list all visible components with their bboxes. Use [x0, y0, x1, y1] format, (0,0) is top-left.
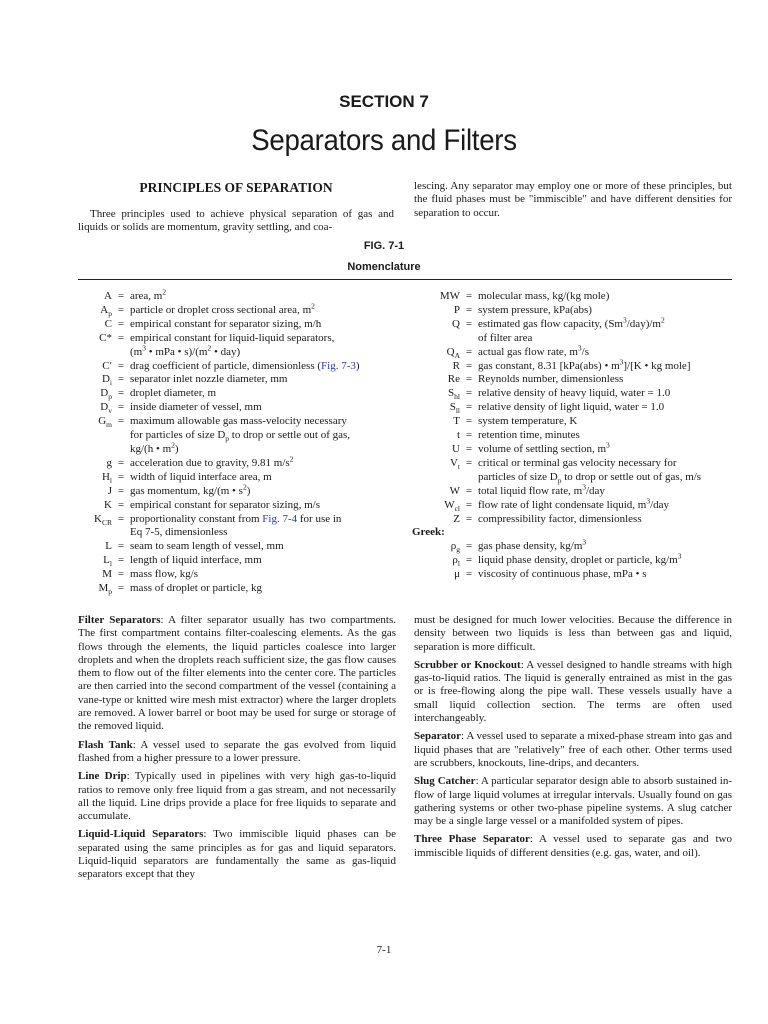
nomenclature-right-column: [412, 290, 748, 582]
figure-rule: [78, 279, 732, 280]
nomen-entry: P = system pressure, kPa(abs): [453, 303, 592, 316]
nomen-entry: $\rho_g$ = gas phase density, $kg/m^3$: [450, 537, 587, 555]
glossary-liquid-liquid: Liquid-Liquid Separators: Two immiscible liquid phases can be separated using the same principles as for gas and liquid separators. Liquid-liquid separators are fundamentally the same as gas-liquid separators except that they: [78, 828, 397, 881]
glossary-scrubber: Scrubber or Knockout: A vessel designed to handle streams with high gas-to-liquid ratios. The liquid is generally entrained as mist in the gas or is free-flowing along the pipe wall. These vessels usually have a small liquid collection section. The terms are often used interchangeably.: [414, 658, 732, 725]
nomen-entry: μ = viscosity of continuous phase, mPa • s: [454, 568, 647, 581]
nomen-entry: W = total liquid flow rate, $m^3$/day: [449, 482, 605, 497]
nomen-entry: $V_t$ = critical or terminal gas velocity necessary for: [449, 456, 677, 472]
glossary-continuation: must be designed for much lower velocities. Because the difference in density between two liquids is less than between gas and liquid, separation is more difficult.: [414, 614, 732, 653]
nomen-entry: $\rho_l$ = liquid phase density, droplet or particle, $kg/m^3$: [452, 551, 682, 569]
nomen-entry: L = seam to seam length of vessel, mm: [105, 540, 284, 553]
nomen-entry: Z = compressibility factor, dimensionless: [453, 512, 642, 525]
nomen-entry: C′ = drag coefficient of particle, dimensionless (Fig. 7-3): [102, 359, 360, 372]
glossary-right-column: [414, 614, 732, 865]
fig-7-3-link[interactable]: Fig. 7-3: [321, 359, 356, 372]
nomen-entry: C = empirical constant for separator sizing, m/h: [104, 317, 322, 330]
glossary-left-column: [78, 614, 396, 887]
nomen-entry: $S_{hl}$ = relative density of heavy liquid, water = 1.0: [448, 387, 671, 402]
glossary-three-phase: Three Phase Separator: A vessel used to separate gas and two immiscible liquids of different densities (e.g. gas, water, and oil).: [414, 833, 732, 859]
nomen-entry: J = gas momentum, kg/(m • $s^2$): [107, 482, 251, 497]
glossary-separator: Separator: A vessel used to separate a mixed-phase stream into gas and liquid phases that are "relatively" free of each other. Other terms used are scrubbers, knockouts, line-drips, and decanters.: [414, 730, 732, 769]
nomen-entry: $M_p$ = mass of droplet or particle, kg: [98, 582, 262, 597]
nomen-entry: Q = estimated gas flow capacity, $(Sm^3/day)/m^2$: [452, 315, 665, 330]
nomen-entry: MW = molecular mass, kg/(kg mole): [439, 290, 610, 302]
glossary-slug-catcher: Slug Catcher: A particular separator design able to absorb sustained in-flow of large liquid volumes at irregular intervals. Usually found on gas gathering systems or other two-phase pipeline systems. A slug catcher may be a single large vessel or a manifolded system of pipes.: [414, 775, 732, 828]
nomen-entry: $S_{ll}$ = relative density of light liquid, water = 1.0: [449, 401, 665, 416]
page-number: 7-1: [376, 944, 392, 956]
glossary-line-drip: Line Drip: Typically used in pipelines with very high gas-to-liquid ratios to remove only free liquid from a gas stream, and not necessarily all the liquid. Line drips provide a place for free liquids to separate and accumulate.: [78, 770, 396, 823]
intro-paragraph-left: Three principles used to achieve physical separation of gas and liquids or solids are momentum, gravity settling, and coa-: [78, 208, 394, 234]
fig-7-4-link[interactable]: Fig. 7-4: [262, 512, 298, 525]
nomen-entry: U = volume of settling section, $m^3$: [452, 440, 610, 455]
nomen-entry: R = gas constant, 8.31 [kPa(abs) • $m^3]/[K$ • kg mole]: [452, 356, 691, 372]
nomen-entry: $H_l$ = width of liquid interface area, m: [101, 470, 272, 485]
figure-number: FIG. 7-1: [363, 240, 405, 252]
figure-title: Nomenclature: [347, 261, 421, 273]
nomen-continuation: Eq 7-5, dimensionless: [130, 526, 228, 539]
intro-paragraph-right: lescing. Any separator may employ one or more of these principles, but the fluid phases must be "immiscible" and have different densities for separation to occur.: [414, 180, 732, 219]
nomen-entry: $G_m$ = maximum allowable gas mass-velocity necessary: [98, 415, 347, 430]
glossary-filter-separators: Filter Separators: A filter separator usually has two compartments. The first compartment contains filter-coalescing elements. As the gas flows through the elements, the liquid particles coalesce into larger droplets and when the droplets reach sufficient size, the gas flow causes them to flow out of the filter elements into the center core. The particles are then carried into the second compartment of the vessel (containing a vane-type or knitted wire mesh mist extractor) where the larger droplets are removed. A lower barrel or boot may be used for surge or storage of the removed liquid.: [78, 614, 396, 733]
nomen-continuation: ($m^3$ • mPa • $s)/(m^2$ • day): [130, 342, 241, 358]
nomen-entry: $W_{cl}$ = flow rate of light condensate liquid, $m^3$/day: [444, 495, 670, 513]
nomen-entry: $K_{CR}$ = proportionality constant from Fig. 7-4 for use in: [94, 512, 342, 527]
nomen-entry: C* = empirical constant for liquid-liquid separators,: [99, 331, 335, 344]
nomen-continuation: kg/(h • $m^2$): [130, 440, 179, 455]
nomen-continuation: for particles of size $D_p$ to drop or settle out of gas,: [130, 429, 351, 444]
principles-heading: PRINCIPLES OF SEPARATION: [139, 180, 333, 195]
nomen-entry: $D_i$ = separator inlet nozzle diameter, mm: [101, 373, 288, 388]
nomen-entry: $A_p$ = particle or droplet cross sectional area, $m^2$: [100, 301, 315, 319]
nomen-entry: K = empirical constant for separator sizing, m/s: [104, 498, 320, 511]
nomen-entry: $L_l$ = length of liquid interface, mm: [103, 554, 262, 569]
nomen-entry: A = area, $m^2$: [104, 287, 167, 302]
nomen-entry: M = mass flow, kg/s: [102, 568, 199, 581]
nomen-continuation: of filter area: [478, 331, 533, 344]
nomen-entry: g = acceleration due to gravity, 9.81 $m/s^2$: [106, 454, 294, 469]
nomen-entry: $Q_A$ = actual gas flow rate, $m^3/s$: [446, 342, 589, 360]
nomen-entry: T = system temperature, K: [453, 415, 578, 428]
nomen-continuation: particles of size $D_p$ to drop or settle out of gas, m/s: [478, 470, 702, 485]
nomenclature-left-column: [64, 287, 404, 597]
page-title: Separators and Filters: [251, 124, 517, 157]
nomen-entry: $D_p$ = droplet diameter, m: [100, 387, 217, 402]
section-label: SECTION 7: [339, 92, 429, 111]
nomen-entry: $D_v$ = inside diameter of vessel, mm: [100, 401, 262, 416]
nomen-entry: Re = Reynolds number, dimensionless: [447, 373, 624, 386]
nomen-entry: t = retention time, minutes: [456, 429, 580, 442]
greek-heading: Greek:: [412, 526, 445, 539]
glossary-flash-tank: Flash Tank: A vessel used to separate the gas evolved from liquid flashed from a higher pressure to a lower pressure.: [78, 738, 396, 764]
